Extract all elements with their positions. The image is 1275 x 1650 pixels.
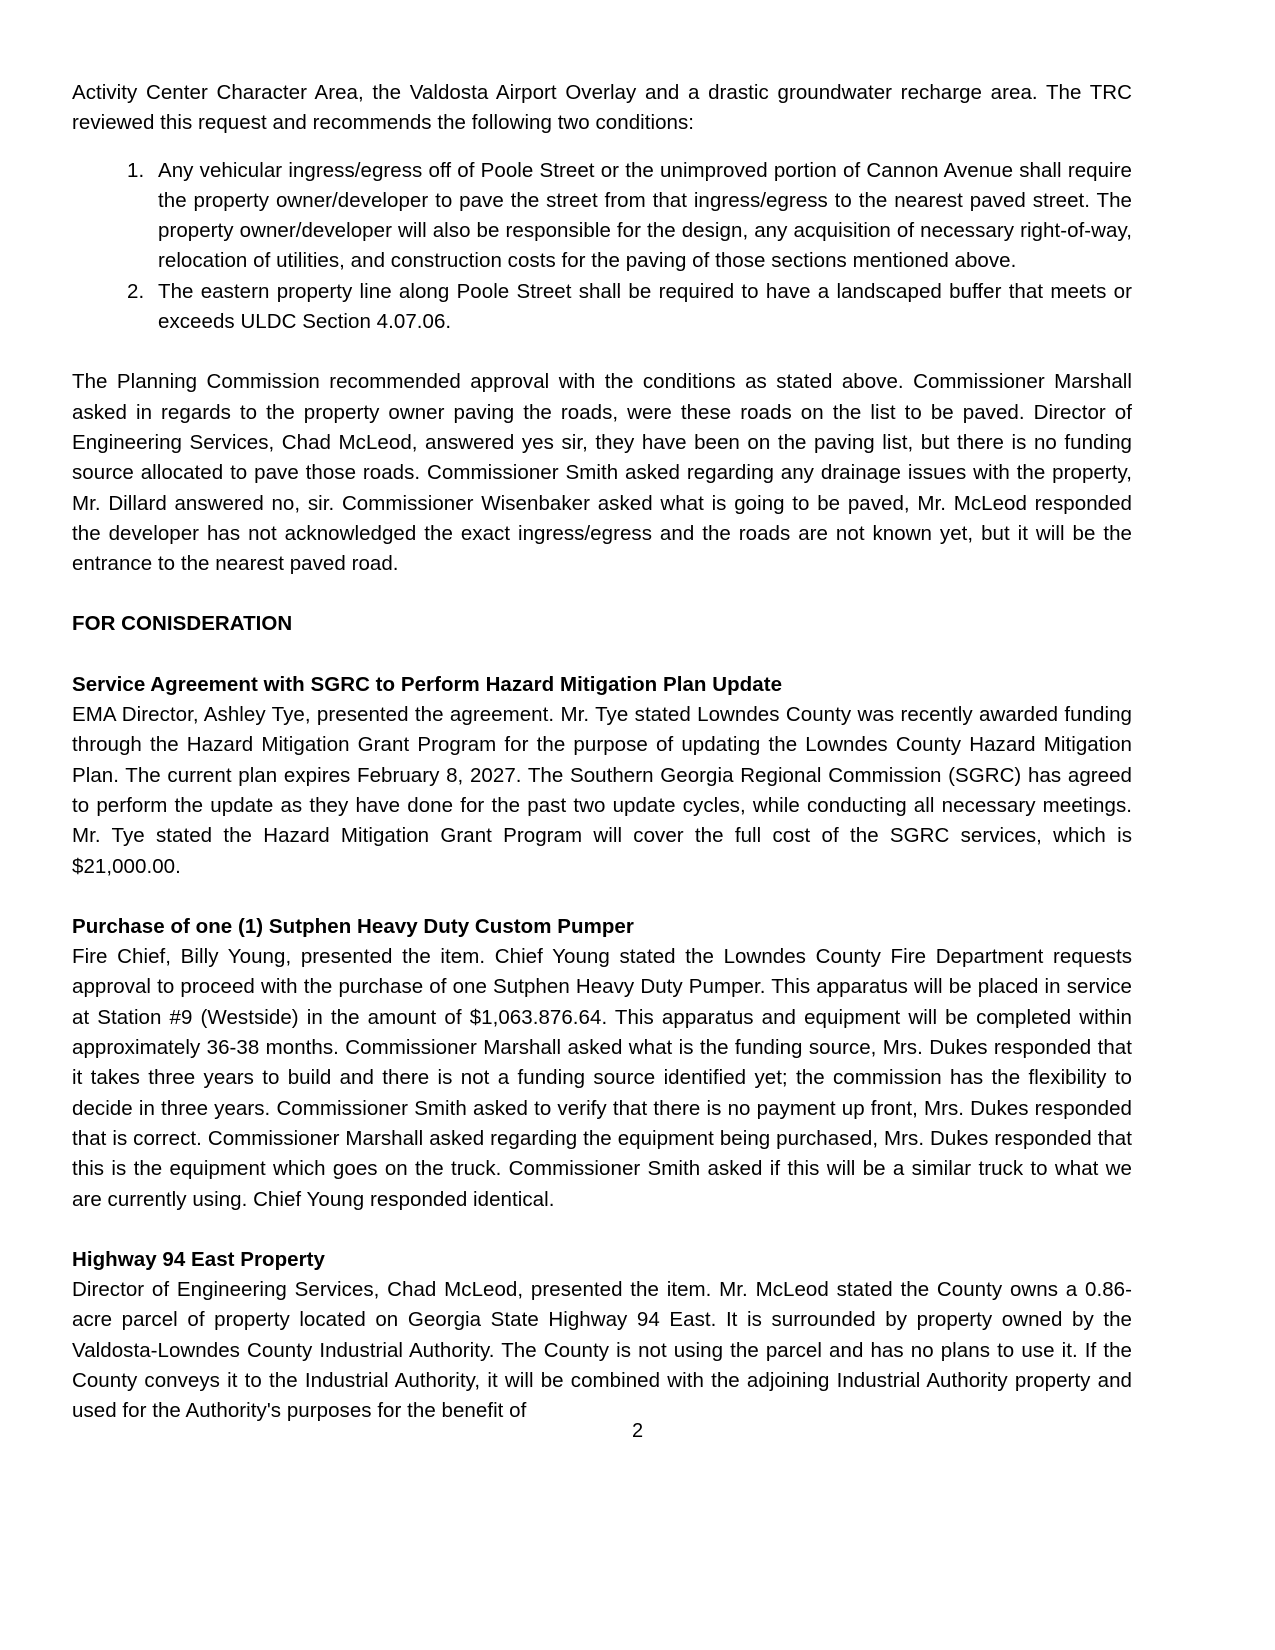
page-number: 2 (631, 1420, 644, 1442)
condition-item: 1. Any vehicular ingress/egress off of Poole Street or the unimproved portion of Cannon Avenue shall require the property owner/developer to pave the street from that ingress/egress to the nearest paved street. The property owner/developer will also be responsible for the design, any acquisition of necessary right-of-way, relocation of utilities, and construction costs for the paving of those sections mentioned above. (150, 156, 1132, 277)
item-heading-service-agreement: Service Agreement with SGRC to Perform Hazard Mitigation Plan Update (72, 672, 783, 696)
spacer (72, 882, 1132, 912)
spacer (72, 579, 1132, 609)
item-body-service-agreement: EMA Director, Ashley Tye, presented the agreement. Mr. Tye stated Lowndes County was recently awarded funding through the Hazard Mitigation Grant Program for the purpose of updating the Lowndes County Hazard Mitigation Plan. The current plan expires February 8, 2027. The Southern Georgia Regional Commission (SGRC) has agreed to perform the update as they have done for the past two update cycles, while conducting all necessary meetings. Mr. Tye stated the Hazard Mitigation Grant Program will cover the full cost of the SGRC services, which is $21,000.00. (72, 703, 1132, 878)
spacer (72, 337, 1132, 367)
spacer (72, 640, 1132, 670)
document-body (72, 78, 1132, 1427)
item-heading-sutphen-pumper: Purchase of one (1) Sutphen Heavy Duty Custom Pumper (72, 914, 634, 938)
for-consideration-heading: FOR CONISDERATION (72, 612, 293, 636)
spacer (72, 1215, 1132, 1245)
conditions-list (72, 156, 1132, 338)
spacer (72, 139, 1132, 156)
condition-item: 2. The eastern property line along Poole Street shall be required to have a landscaped buffer that meets or exceeds ULDC Section 4.07.06. (150, 277, 1132, 338)
item-heading-highway-94-east: Highway 94 East Property (72, 1247, 325, 1271)
planning-commission-paragraph: The Planning Commission recommended approval with the conditions as stated above. Commissioner Marshall asked in regards to the property owner paving the roads, were these roads on the list to be paved. Director of Engineering Services, Chad McLeod, answered yes sir, they have been on the paving list, but there is no funding source allocated to pave those roads. Commissioner Smith asked regarding any drainage issues with the property, Mr. Dillard answered no, sir. Commissioner Wisenbaker asked what is going to be paved, Mr. McLeod responded the developer has not acknowledged the exact ingress/egress and the roads are not known yet, but it will be the entrance to the nearest paved road. (72, 370, 1132, 576)
item-body-sutphen-pumper: Fire Chief, Billy Young, presented the item. Chief Young stated the Lowndes County Fire Department requests approval to proceed with the purchase of one Sutphen Heavy Duty Pumper. This apparatus will be placed in service at Station #9 (Westside) in the amount of $1,063.876.64. This apparatus and equipment will be completed within approximately 36-38 months. Commissioner Marshall asked what is the funding source, Mrs. Dukes responded that it takes three years to build and there is not a funding source identified yet; the commission has the flexibility to decide in three years. Commissioner Smith asked to verify that there is no payment up front, Mrs. Dukes responded that is correct. Commissioner Marshall asked regarding the equipment being purchased, Mrs. Dukes responded that this is the equipment which goes on the truck. Commissioner Smith asked if this will be a similar truck to what we are currently using. Chief Young responded identical. (72, 945, 1132, 1211)
item-body-highway-94-east: Director of Engineering Services, Chad McLeod, presented the item. Mr. McLeod stated the County owns a 0.86-acre parcel of property located on Georgia State Highway 94 East. It is surrounded by property owned by the Valdosta-Lowndes County Industrial Authority. The County is not using the parcel and has no plans to use it. If the County conveys it to the Industrial Authority, it will be combined with the adjoining Industrial Authority property and used for the Authority's purposes for the benefit of (72, 1278, 1132, 1423)
intro-paragraph: Activity Center Character Area, the Valdosta Airport Overlay and a drastic groundwater recharge area. The TRC reviewed this request and recommends the following two conditions: (72, 81, 1132, 135)
